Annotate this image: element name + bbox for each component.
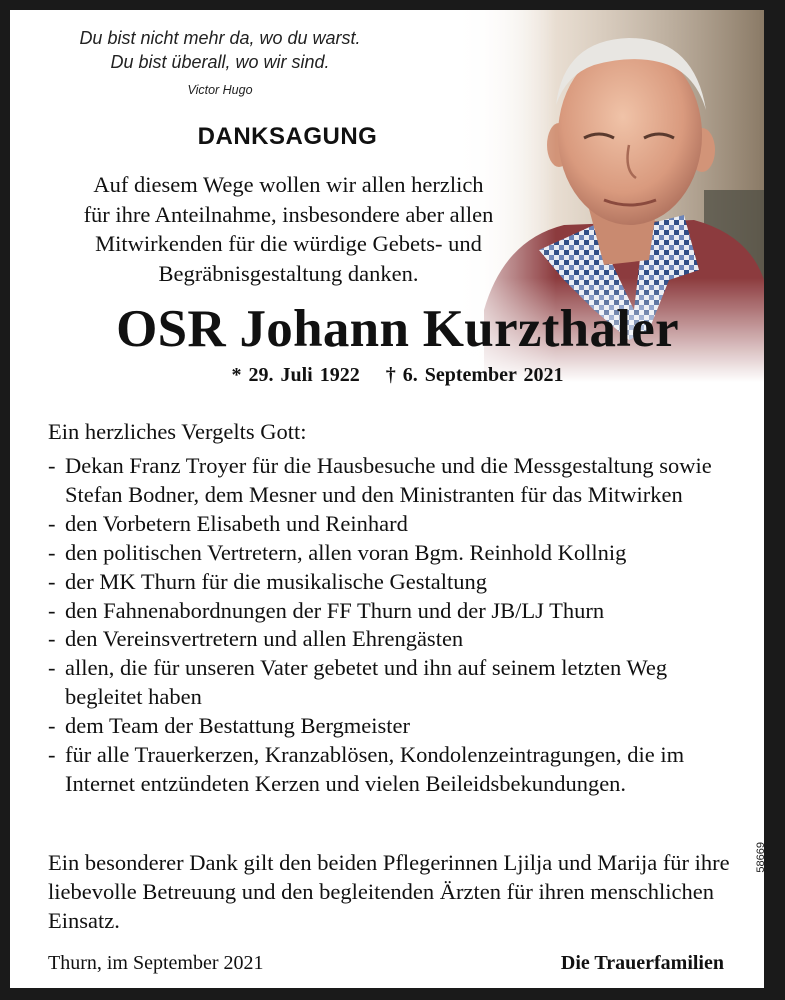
list-item: - den Vorbetern Elisabeth und Reinhard bbox=[48, 510, 748, 539]
ad-code: 58669 bbox=[755, 842, 767, 873]
list-item: - den Fahnenabordnungen der FF Thurn und der JB/LJ Thurn bbox=[48, 597, 748, 626]
list-item: - für alle Trauerkerzen, Kranzablösen, Kondolenzeintragungen, die im Internet entzündeten Kerzen und vielen Beileidsbekundungen. bbox=[48, 741, 748, 799]
intro-text bbox=[40, 170, 537, 288]
intro-line: für ihre Anteilnahme, insbesondere aber allen bbox=[83, 201, 494, 227]
list-item: - dem Team der Bestattung Bergmeister bbox=[48, 712, 748, 741]
closing-paragraph: Ein besonderer Dank gilt den beiden Pflegerinnen Ljilja und Marija für ihre liebevolle Betreuung und den begleitenden Ärzten für ihren menschlichen Einsatz. bbox=[48, 850, 730, 933]
signature: Die Trauerfamilien bbox=[560, 952, 724, 974]
intro-line: Begräbnisgestaltung danken. bbox=[158, 260, 419, 286]
death-date: † 6. September 2021 bbox=[385, 364, 564, 386]
life-dates bbox=[10, 364, 785, 387]
intro-line: Auf diesem Wege wollen wir allen herzlich bbox=[93, 172, 484, 197]
list-item: - den Vereinsvertretern und allen Ehrengästen bbox=[48, 625, 748, 654]
list-item: - Dekan Franz Troyer für die Hausbesuche und die Messgestaltung sowie Stefan Bodner, dem Mesner und den Ministranten für das Mitwirken bbox=[48, 452, 748, 510]
intro-line: Mitwirkenden für die würdige Gebets- und bbox=[95, 231, 482, 256]
thanks-intro: Ein herzliches Vergelts Gott: bbox=[48, 419, 307, 444]
thanks-list bbox=[48, 452, 748, 799]
quote-author: Victor Hugo bbox=[187, 83, 253, 97]
list-item: - den politischen Vertretern, allen voran Bgm. Reinhold Kollnig bbox=[48, 539, 748, 568]
list-item: - allen, die für unseren Vater gebetet und ihn auf seinem letzten Weg begleitet haben bbox=[48, 654, 748, 712]
deceased-name: OSR Johann Kurzthaler bbox=[116, 300, 679, 358]
birth-date: * 29. Juli 1922 bbox=[231, 364, 360, 386]
obituary-card bbox=[10, 10, 767, 988]
place-date: Thurn, im September 2021 bbox=[48, 952, 264, 974]
quote-line-2: Du bist überall, wo wir sind. bbox=[110, 52, 330, 72]
danksagung-heading: DANKSAGUNG bbox=[197, 123, 378, 150]
quote-line-1: Du bist nicht mehr da, wo du warst. bbox=[79, 28, 361, 48]
list-item: - der MK Thurn für die musikalische Gestaltung bbox=[48, 568, 748, 597]
